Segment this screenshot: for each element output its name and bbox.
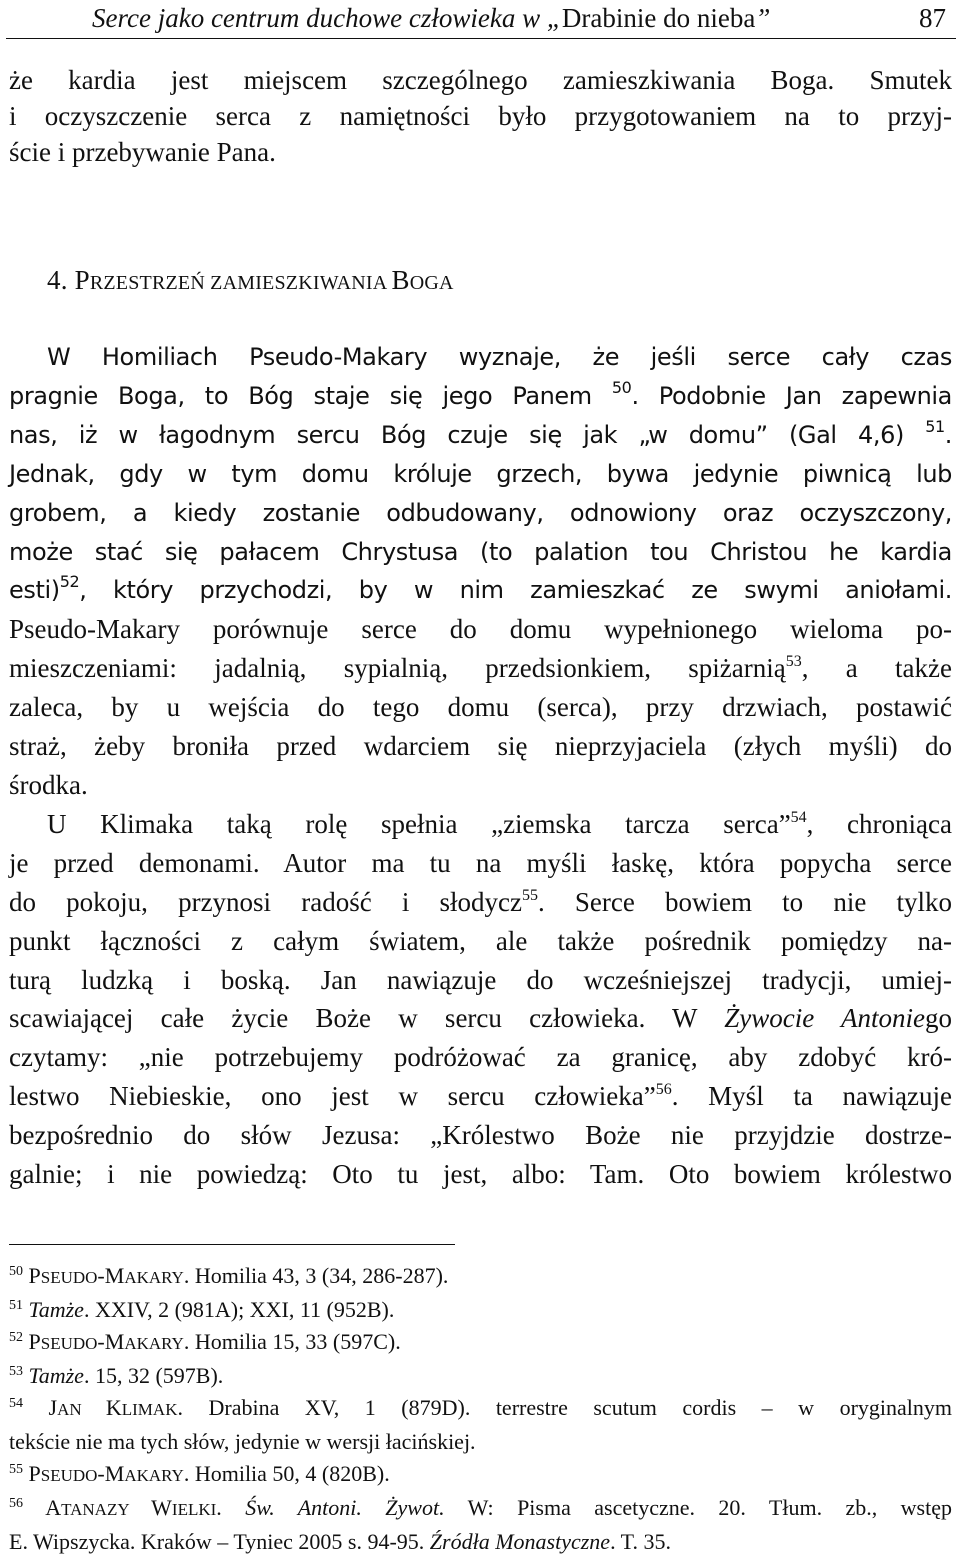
footnote-ref-51[interactable]: 51: [925, 416, 945, 436]
text-line: ście i przebywanie Pana.: [9, 137, 276, 167]
page-number: 87: [919, 3, 946, 33]
text-line: do pokoju, przynosi radość i słodycz$^{55}$. Serce bowiem to nie tylko: [9, 886, 952, 917]
intro-paragraph: [9, 62, 952, 170]
text-line: środka.: [9, 769, 88, 800]
text-line: lestwo Niebieskie, ono jest w sercu człowieka”$^{56}$. Myśl ta nawiązuje: [9, 1081, 952, 1112]
footnote-ref-50[interactable]: 50: [611, 377, 632, 397]
footnote-ref-54[interactable]: 54: [790, 808, 807, 826]
footnote-52: $^{52}$ PSEUDO-MAKARY. Homilia 15, 33 (597C).: [9, 1329, 401, 1354]
text-line: że kardia jest miejscem szczególnego zamieszkiwania Boga. Smutek: [9, 65, 952, 95]
text-line: galnie; i nie powiedzą: Oto tu jest, albo: Tam. Oto bowiem królestwo: [9, 1159, 952, 1190]
footnote-51: $^{51}$ Tamże. XXIV, 2 (981A); XXI, 11 (952B).: [9, 1297, 395, 1322]
main-text: [9, 338, 952, 1194]
text-line: nas, iż w łagodnym sercu Bóg czuje się jak „w domu” (Gal 4,6) $^{51}$.: [9, 416, 952, 449]
text-line: straż, żeby broniła przed wdarciem się nieprzyjaciela (złych myśli) do: [9, 731, 952, 762]
text-line: esti)$^{52}$, który przychodzi, by w nim zamieszkać ze swymi aniołami.: [9, 572, 952, 605]
text-line: W Homiliach Pseudo-Makary wyznaje, że jeśli serce cały czas: [47, 343, 952, 371]
text-line: Pseudo-Makary porównuje serce do domu wypełnionego wieloma po-: [9, 614, 952, 645]
running-title: Serce jako centrum duchowe człowieka w „Drabinie do nieba”: [92, 3, 771, 33]
text-line: czytamy: „nie potrzebujemy podróżować za granicę, aby zdobyć kró-: [9, 1042, 952, 1073]
footnote-56: $^{56}$ ATANAZY WIELKI. Św. Antoni. Żywot. W: Pisma ascetyczne. 20. Tłum. zb., wstęp: [9, 1495, 952, 1520]
footnote-54-continued: tekście nie ma tych słów, jedynie w wersji łacińskiej.: [9, 1429, 476, 1454]
section-heading: 4. PRZESTRZEŃ ZAMIESZKIWANIA BOGA: [47, 265, 454, 295]
text-line: grobem, a kiedy zostanie odbudowany, odnowiony oraz oczyszczony,: [9, 498, 952, 527]
footnote-55: $^{55}$ PSEUDO-MAKARY. Homilia 50, 4 (820B).: [9, 1461, 390, 1486]
footnote-56-continued: E. Wipszycka. Kraków – Tyniec 2005 s. 94-95. Źródła Monastyczne. T. 35.: [9, 1529, 671, 1554]
text-line: mieszczeniami: jadalnią, sypialnią, przedsionkiem, spiżarnią$^{53}$, a także: [9, 653, 953, 684]
footnote-ref-55[interactable]: 55: [522, 886, 538, 904]
footnote-separator: [9, 1244, 455, 1245]
text-line: pragnie Boga, to Bóg staje się jego Panem $^{50}$. Podobnie Jan zapewnia: [9, 377, 952, 410]
footnote-ref-53[interactable]: 53: [785, 653, 802, 671]
footnotes: [9, 1260, 952, 1558]
footnote-54: $^{54}$ JAN KLIMAK. Drabina XV, 1 (879D). terrestre scutum cordis – w oryginalnym: [9, 1395, 952, 1420]
text-line: bezpośrednio do słów Jezusa: „Królestwo Boże nie przyjdzie dostrze-: [9, 1120, 952, 1151]
text-line: turą ludzką i boską. Jan nawiązuje do wcześniejszej tradycji, umiej-: [9, 964, 952, 995]
text-line: i oczyszczenie serca z namiętności było przygotowaniem na to przyj-: [9, 101, 952, 131]
text-line: je przed demonami. Autor ma tu na myśli łaskę, która popycha serce: [9, 847, 952, 878]
footnote-50: $^{50}$ PSEUDO-MAKARY. Homilia 43, 3 (34, 286-287).: [9, 1263, 449, 1288]
text-line: U Klimaka taką rolę spełnia „ziemska tarcza serca”$^{54}$, chroniąca: [47, 808, 952, 839]
running-header: [6, 0, 956, 39]
text-line: Jednak, gdy w tym domu króluje grzech, bywa jedynie piwnicą lub: [9, 459, 952, 488]
text-line: może stać się pałacem Chrystusa (to palation tou Christou he kardia: [9, 537, 952, 566]
footnote-53: $^{53}$ Tamże. 15, 32 (597B).: [9, 1363, 224, 1388]
text-line: scawiającej całe życie Boże w sercu człowieka. W Żywocie Antoniego: [9, 1003, 952, 1034]
footnote-ref-56[interactable]: 56: [655, 1081, 672, 1099]
text-line: punkt łączności z całym światem, ale także pośrednik pomiędzy na-: [9, 925, 952, 956]
text-line: zaleca, by u wejścia do tego domu (serca), przy drzwiach, postawić: [9, 692, 952, 723]
footnote-ref-52[interactable]: 52: [59, 572, 80, 592]
